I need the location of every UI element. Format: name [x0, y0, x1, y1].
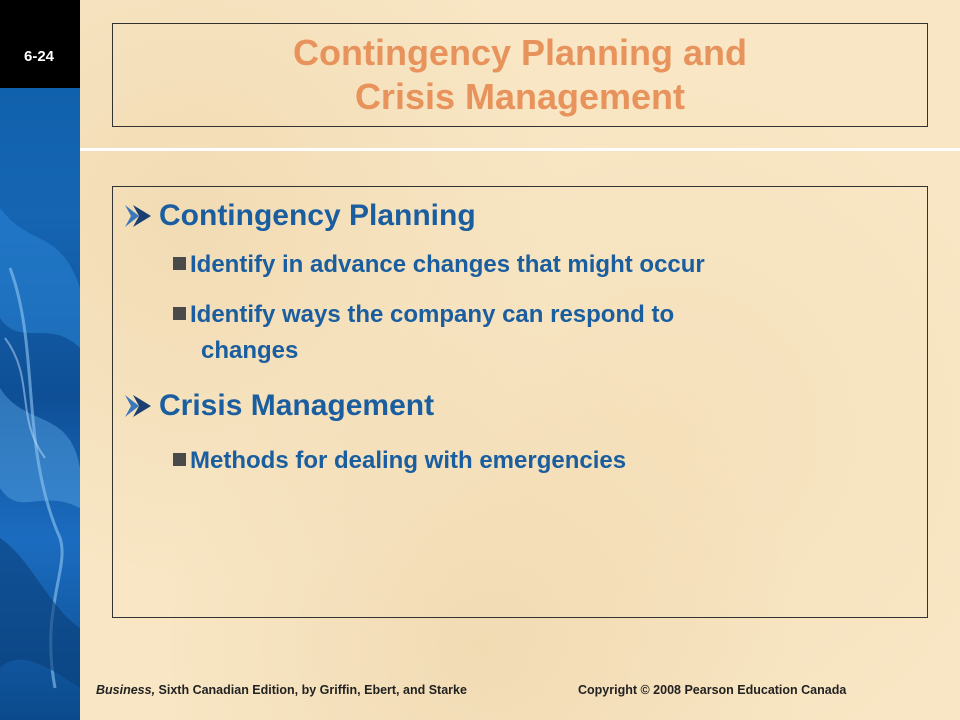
content-frame: [112, 186, 928, 618]
bullet-item: [173, 441, 893, 481]
bullet-text-line-2: changes: [201, 337, 299, 364]
title-frame: [112, 23, 928, 127]
arrow-bullet-icon: [123, 393, 153, 419]
divider: [80, 148, 960, 151]
arrow-bullet-icon: [123, 203, 153, 229]
swirl-graphic: [0, 88, 80, 720]
title-line-2: Crisis Management: [354, 76, 686, 117]
heading-crisis-management: [123, 389, 434, 423]
bullet-item: [173, 245, 893, 285]
page-title: [293, 31, 747, 119]
slide-number-block: [0, 0, 80, 88]
book-title: Business,: [96, 683, 156, 697]
footer-copyright: Copyright © 2008 Pearson Education Canada: [578, 683, 847, 697]
sidebar-decoration: [0, 0, 80, 720]
slide-number: 6-24: [23, 48, 55, 65]
heading-text: Contingency Planning: [159, 199, 476, 232]
bullet-text: Methods for dealing with emergencies: [190, 447, 627, 474]
square-bullet-icon: [173, 257, 186, 270]
square-bullet-icon: [173, 453, 186, 466]
book-credit: Sixth Canadian Edition, by Griffin, Ebert, and Starke: [155, 683, 467, 697]
bullet-text-line-1: Identify ways the company can respond to: [190, 301, 675, 328]
title-line-1: Contingency Planning and: [292, 32, 747, 73]
heading-text: Crisis Management: [159, 389, 435, 422]
bullet-item: [173, 295, 893, 371]
square-bullet-icon: [173, 307, 186, 320]
heading-contingency-planning: [123, 199, 476, 233]
bullet-text: Identify in advance changes that might occur: [190, 251, 705, 278]
footer-credit: [96, 683, 467, 697]
